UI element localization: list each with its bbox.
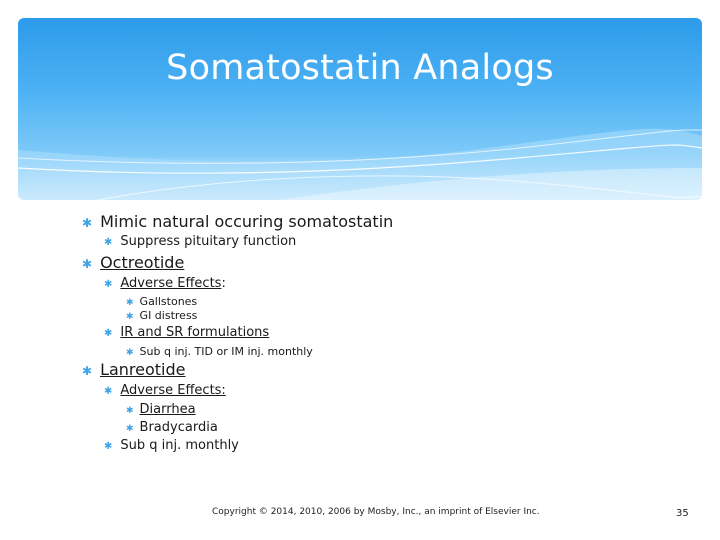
bullet-octreotide-dosing — [126, 345, 313, 358]
bullet-gallstones — [126, 295, 197, 308]
asterisk-bullet-icon: ✱ — [126, 406, 134, 416]
bullet-text: Mimic natural occuring somatostatin — [100, 212, 394, 231]
bullet-text: Bradycardia — [139, 420, 218, 435]
bullet-lanreotide-dosing — [104, 438, 239, 453]
colon: : — [221, 276, 226, 291]
bullet-gi-distress — [126, 309, 197, 322]
bullet-lanreotide-adverse — [104, 383, 226, 398]
bullet-octreotide-adverse — [104, 276, 226, 291]
bullet-suppress — [104, 234, 296, 249]
adverse-effects-link[interactable]: Adverse Effects — [120, 276, 222, 291]
bullet-formulations — [104, 325, 269, 340]
copyright-footer: Copyright © 2014, 2010, 2006 by Mosby, Inc., an imprint of Elsevier Inc. — [212, 507, 540, 517]
diarrhea-link[interactable]: Diarrhea — [139, 402, 196, 417]
slide-title: Somatostatin Analogs — [166, 48, 554, 88]
asterisk-bullet-icon: ✱ — [104, 279, 113, 290]
asterisk-bullet-icon: ✱ — [126, 348, 134, 358]
bullet-lanreotide — [82, 360, 186, 379]
asterisk-bullet-icon: ✱ — [82, 216, 93, 230]
bullet-text: Gallstones — [139, 295, 198, 308]
formulations-link[interactable]: IR and SR formulations — [120, 325, 270, 340]
bullet-octreotide — [82, 253, 184, 272]
asterisk-bullet-icon: ✱ — [126, 312, 134, 322]
page-number: 35 — [676, 508, 689, 519]
bullet-bradycardia — [126, 420, 218, 435]
asterisk-bullet-icon: ✱ — [104, 441, 113, 452]
bullet-diarrhea — [126, 402, 196, 417]
octreotide-link[interactable]: Octreotide — [100, 253, 185, 272]
adverse-effects-link[interactable]: Adverse Effects: — [120, 383, 226, 398]
lanreotide-link[interactable]: Lanreotide — [100, 360, 186, 379]
bullet-text: Sub q inj. monthly — [120, 438, 239, 453]
asterisk-bullet-icon: ✱ — [104, 237, 113, 248]
asterisk-bullet-icon: ✱ — [82, 364, 93, 378]
asterisk-bullet-icon: ✱ — [104, 386, 113, 397]
asterisk-bullet-icon: ✱ — [126, 424, 134, 434]
bullet-text: GI distress — [139, 309, 198, 322]
asterisk-bullet-icon: ✱ — [126, 298, 134, 308]
bullet-mimic — [82, 212, 393, 231]
asterisk-bullet-icon: ✱ — [104, 328, 113, 339]
bullet-text: Suppress pituitary function — [120, 234, 297, 249]
asterisk-bullet-icon: ✱ — [82, 257, 93, 271]
bullet-text: Sub q inj. TID or IM inj. monthly — [139, 345, 313, 358]
